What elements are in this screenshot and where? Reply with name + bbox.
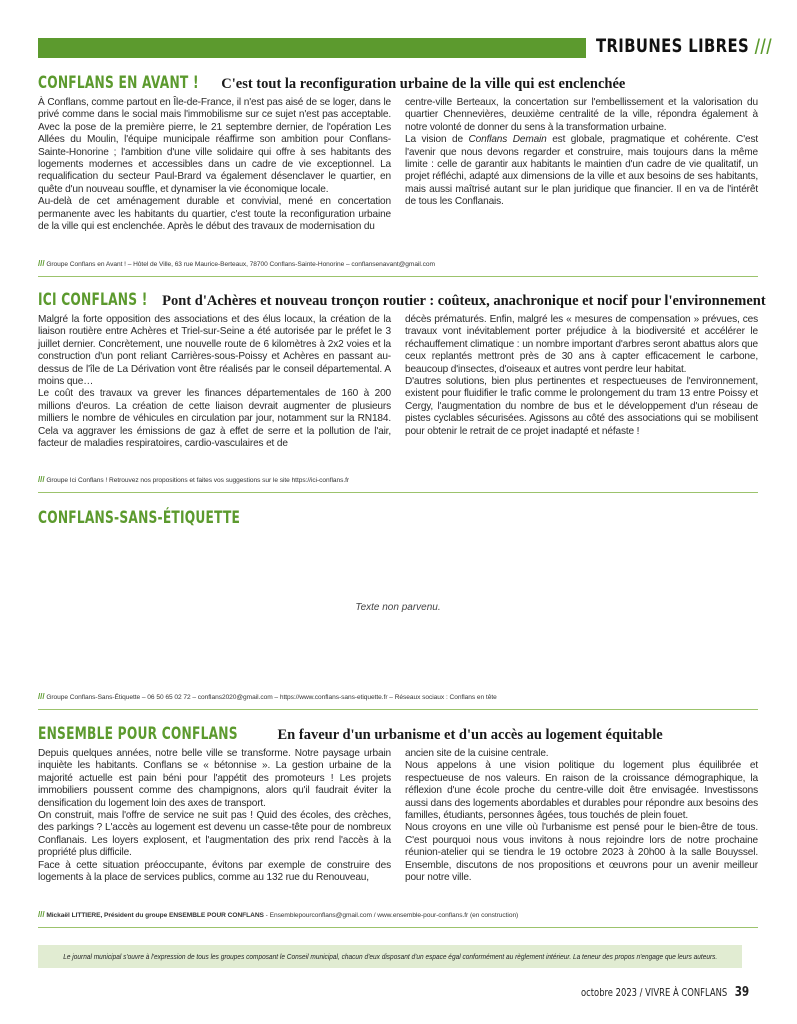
text-column-left [38, 748, 391, 884]
paragraph: centre-ville Berteaux, la concertation sur l'embellissement et la valorisation du quartier Chennevières, deuxième centralité de la ville, répondra également à notre volonté de donner du sens à la transformation urbaine. [405, 97, 758, 133]
editorial-disclaimer-box [38, 945, 742, 968]
text-column-right [405, 314, 758, 450]
section-divider [38, 492, 758, 493]
tribune-ensemble-pour-conflans [38, 724, 758, 884]
paragraph: La vision de Conflans Demain est globale, pragmatique et cohérente. C'est l'avenir que nous devons regarder et construire, mais toujours dans la même limite : celle de garantir aux habitants le maintien d'un cadre de vie qualitatif, un projet réfléchi, adapté aux dimensions de la ville et aux besoins de ses habitants, mais aussi maîtrisé autant sur le plan juridique que financier. Il en va de l'intérêt de tous les Conflanais. [405, 134, 758, 208]
tribune-headline: Pont d'Achères et nouveau tronçon routier : coûteux, anachronique et nocif pour l'environnement [162, 293, 766, 309]
signature-text: Groupe Conflans en Avant ! – Hôtel de Ville, 63 rue Maurice-Berteaux, 78700 Conflans-Sainte-Honorine – conflansenavant@gmail.com [46, 261, 435, 268]
tribune-signature: /// Groupe Ici Conflans ! Retrouvez nos propositions et faites vos suggestions sur le site https://ici-conflans.fr [38, 475, 350, 484]
paragraph: Nous croyons en une ville où l'urbanisme est pensé pour le bien-être de tous. C'est pourquoi nous vous invitons à nous rejoindre lors de notre prochaine réunion-atelier qui se tiendra le 19 octobre 2023 à 20h00 à la salle Bouyssel. Ensemble, discutons de nos propositions et œuvrons pour un avenir meilleur pour notre ville. [405, 822, 758, 884]
emphasis: Conflans Demain [468, 134, 547, 146]
tribune-heading [38, 508, 758, 532]
page-number: 39 [734, 985, 750, 1000]
text-column-left [38, 97, 391, 233]
tribune-signature: /// Groupe Conflans-Sans-Étiquette – 06 50 65 02 72 – conflans2020@gmail.com – https://www.conflans-sans-etiquette.fr – Réseaux sociaux : Conflans en tête [38, 692, 497, 701]
tribune-signature: /// Groupe Conflans en Avant ! – Hôtel de Ville, 63 rue Maurice-Berteaux, 78700 Conflans-Sainte-Honorine – conflansenavant@gmail.com [38, 259, 435, 268]
paragraph: Face à cette situation préoccupante, évitons par exemple de construire des logements à la place de services publics, comme au 132 rue du Renouveau, [38, 859, 391, 884]
text-column-right [405, 748, 758, 884]
tribune-body [38, 314, 758, 450]
tribune-headline: En faveur d'un urbanisme et d'un accès au logement équitable [277, 727, 663, 743]
tribune-ici-conflans [38, 290, 766, 450]
tribune-signature: /// Mickaël LITTIERE, Président du groupe ENSEMBLE POUR CONFLANS - Ensemblepourconflans@gmail.com / www.ensemble-pour-conflans.fr (en construction) [38, 910, 519, 919]
tribune-heading [38, 290, 766, 314]
tribune-conflans-sans-etiquette [38, 508, 758, 688]
signature-text: Groupe Ici Conflans ! Retrouvez nos propositions et faites vos suggestions sur le site https://ici-conflans.fr [46, 477, 350, 484]
section-divider [38, 927, 758, 928]
editorial-disclaimer: Le journal municipal s'ouvre à l'expression de tous les groupes composant le Conseil municipal, chacun d'eux disposant d'un espace égal conformément au règlement intérieur. La teneur des propos n'engage que leurs auteurs. [62, 952, 718, 961]
signature-text: Groupe Conflans-Sans-Étiquette – 06 50 65 02 72 – conflans2020@gmail.com – https://www.conflans-sans-etiquette.fr – Réseaux sociaux : Conflans en tête [46, 694, 497, 701]
paragraph: Depuis quelques années, notre belle ville se transforme. Notre paysage urbain inquiète les habitants. Conflans se « bétonnise ». La gestion urbaine de la majorité actuelle est pain béni pour l'appétit des promoteurs ! Les projets immobiliers poussent comme des champignons, alors qu'il faudrait éviter la densification du logement loin des axes de transport. [38, 748, 391, 809]
section-title-text: TRIBUNES LIBRES [596, 35, 750, 57]
signature-text: - Ensemblepourconflans@gmail.com / www.ensemble-pour-conflans.fr (en construction) [263, 912, 519, 919]
paragraph: À Conflans, comme partout en Île-de-France, il n'est pas aisé de se loger, dans le privé comme dans le social mais l'immobilisme sur ce sujet n'est pas acceptable. Avec la pose de la première pierre, le 21 septembre dernier, de l'opération Les Allées du Moulin, l'équipe municipale réaffirme son ambition pour Conflans-Sainte-Honorine ; l'ambition d'une ville solidaire qui offre à ses habitants des logements modernes et accessibles dans un cadre de vie exceptionnel. La requalification du secteur Paul-Brard va également désenclaver le quartier, en quête d'un nouveau souffle, et dynamiser la vie économique locale. [38, 97, 391, 195]
text-column-left [38, 314, 391, 450]
party-name: ICI CONFLANS ! [38, 290, 148, 310]
text-column-right [405, 97, 758, 233]
tribune-headline: C'est tout la reconfiguration urbaine de la ville qui est enclenchée [221, 76, 626, 92]
paragraph: On construit, mais l'offre de service ne suit pas ! Quid des écoles, des crèches, des parkings ? L'accès au logement est devenu un casse-tête pour de nombreux Conflanais. Les loyers explosent, et l'augmentation des prix rend l'accès à la propriété plus difficile. [38, 810, 391, 859]
section-title-slashes: /// [754, 35, 773, 57]
paragraph: décès prématurés. Enfin, malgré les « mesures de compensation » prévues, ces travaux vont inévitablement porter préjudice à la biodiversité et accélérer le réchauffement climatique : un nombre important d'arbres seront abattus alors que ceux replantés mettront près de 30 ans à capter efficacement le carbone, beaucoup d'insectes, d'oiseaux et autres vont perdre leur habitat. [405, 314, 758, 375]
party-name: ENSEMBLE POUR CONFLANS [38, 724, 238, 744]
section-divider [38, 276, 758, 277]
tribune-conflans-en-avant [38, 73, 758, 233]
publication-info: octobre 2023 / VIVRE À CONFLANS [581, 987, 728, 999]
signature-author: Mickaël LITTIERE, Président du groupe ENSEMBLE POUR CONFLANS [46, 912, 264, 919]
paragraph: Le coût des travaux va grever les finances départementales de 160 à 200 millions d'euros. La création de cette liaison devrait augmenter de plusieurs milliers le nombre de véhicules en circulation par jour, notamment sur la RN184. Cela va aggraver les émissions de gaz à effet de serre et la pollution de l'air, facteur de maladies respiratoires, cardio-vasculaires et de [38, 388, 391, 450]
paragraph: ancien site de la cuisine centrale. [405, 748, 549, 759]
party-name: CONFLANS EN AVANT ! [38, 73, 199, 93]
paragraph: Nous appelons à une vision politique du logement plus équilibrée et respectueuse de nos valeurs. En raison de la croissance démographique, la réflexion d'une école proche du centre-ville doit être envisagée. Investissons aussi dans des logements abordables et durables pour répondre aux besoins des familles, étudiants, personnes âgées, tous touchés de plein fouet. [405, 760, 758, 822]
paragraph: D'autres solutions, bien plus pertinentes et respectueuses de l'environnement, existent pour fluidifier le trafic comme le prolongement du tram 13 entre Poissy et Cergy, l'augmentation du nombre de bus et le développement d'un réseau de pistes cyclables sécurisées. Agissons au côté des associations qui se mobilisent pour obtenir le retrait de ce projet inadapté et néfaste ! [405, 376, 758, 437]
tribune-heading [38, 724, 758, 748]
section-divider [38, 709, 758, 710]
missing-text-notice: Texte non parvenu. [355, 602, 441, 613]
tribune-body [38, 97, 758, 233]
tribune-heading [38, 73, 758, 97]
page-section-title [596, 35, 772, 57]
paragraph: Malgré la forte opposition des associations et des élus locaux, la création de la liaison routière entre Achères et Triel-sur-Seine a été autorisée par le préfet le 3 juillet dernier. Concrètement, une nouvelle route de 6 kilomètres à 2x2 voies et la construction d'un pont reliant Carrières-sous-Poissy et Achères en passant au-dessus de l'île de La Dérivation vont être réalisés par le conseil départemental. A moins que… [38, 314, 391, 388]
header-accent-bar [38, 38, 586, 58]
page-footer [581, 985, 749, 1000]
paragraph: Au-delà de cet aménagement durable et convivial, mené en concertation permanente avec les habitants du quartier, c'est toute la reconfiguration urbaine de la ville qui est enclenchée. Après le début des travaux de modernisation du [38, 196, 391, 233]
party-name: CONFLANS-SANS-ÉTIQUETTE [38, 508, 241, 528]
tribune-body [38, 748, 758, 884]
